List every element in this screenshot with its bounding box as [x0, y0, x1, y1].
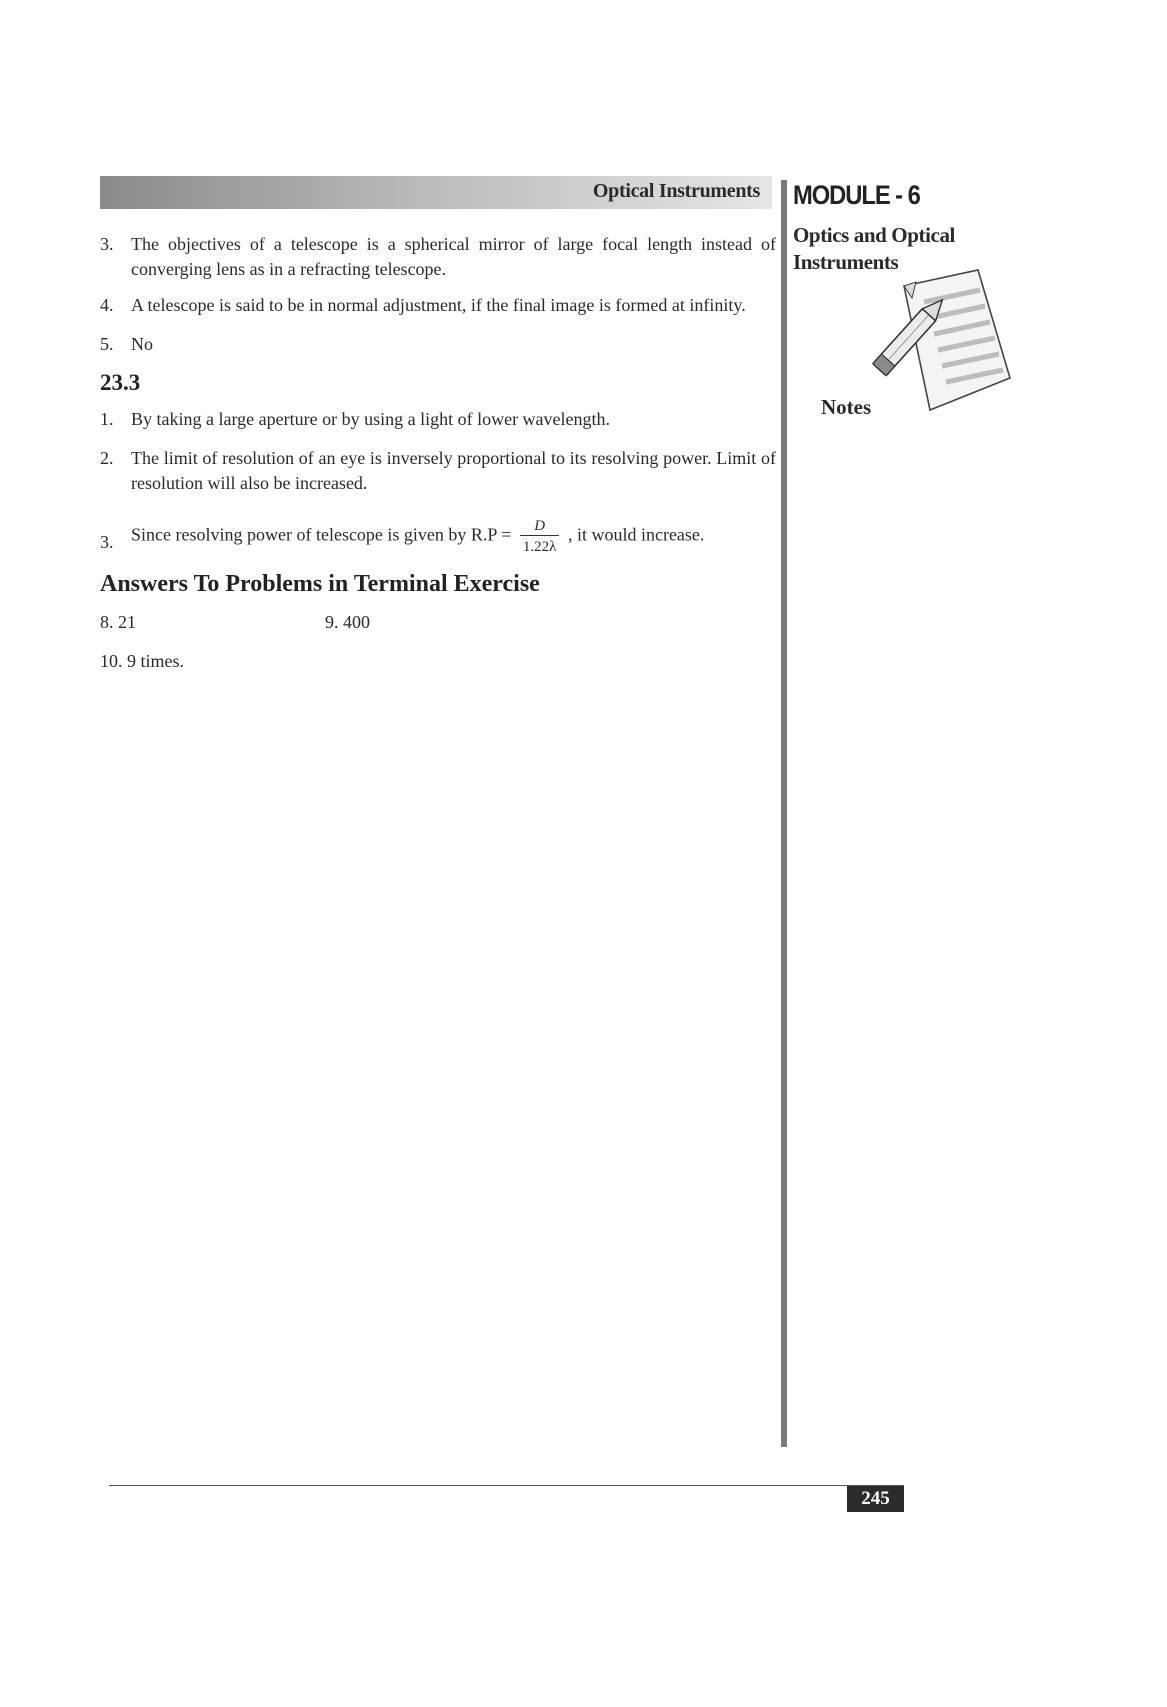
fraction-denominator: 1.22λ: [522, 539, 557, 555]
answer-10: 10. 9 times.: [100, 651, 184, 671]
item-text: The limit of resolution of an eye is inversely proportional to its resolving power. Limit of resolution will also be increased.: [131, 448, 776, 493]
main-content: [100, 232, 776, 674]
footer-rule: [109, 1485, 904, 1486]
item-number: 3.: [100, 234, 114, 254]
item-number: 1.: [100, 409, 114, 429]
section-heading: 23.3: [100, 370, 141, 395]
item-number: 5.: [100, 334, 114, 354]
answers-heading: Answers To Problems in Terminal Exercise: [100, 571, 540, 597]
margin-divider: [781, 180, 787, 1447]
list-item: [100, 232, 776, 282]
list-item: [100, 332, 776, 357]
list-item: [100, 517, 776, 556]
item-number: 3.: [100, 532, 114, 552]
item-text: A telescope is said to be in normal adjustment, if the final image is formed at infinity.: [131, 295, 746, 315]
item-text: The objectives of a telescope is a spherical mirror of large focal length instead of converging lens as in a refracting telescope.: [131, 234, 776, 279]
list-item: [100, 293, 776, 318]
item-text: By taking a large aperture or by using a light of lower wavelength.: [131, 409, 611, 429]
resolving-power-fraction: [520, 517, 560, 556]
list-item: [100, 407, 776, 432]
formula-tail-text: , it would increase.: [567, 524, 705, 545]
running-header-title: Optical Instruments: [592, 180, 760, 202]
item-text: No: [131, 334, 153, 354]
notes-label: Notes: [821, 395, 872, 419]
fraction-numerator: D: [520, 517, 560, 536]
formula-lead-text: Since resolving power of telescope is given by R.P =: [131, 524, 512, 545]
answer-9: 9. 400: [325, 612, 370, 632]
list-item: [100, 446, 776, 496]
item-number: 2.: [100, 448, 114, 468]
module-title: MODULE - 6: [793, 180, 920, 210]
answer-8: 8. 21: [100, 612, 136, 632]
item-number: 4.: [100, 295, 114, 315]
notes-pencil-icon: [868, 264, 1018, 424]
page-number: 245: [847, 1486, 904, 1512]
answers-row: [100, 610, 776, 635]
module-subtitle: Optics and Optical Instruments: [793, 223, 955, 274]
answers-row: [100, 649, 776, 674]
running-header: [100, 176, 772, 209]
